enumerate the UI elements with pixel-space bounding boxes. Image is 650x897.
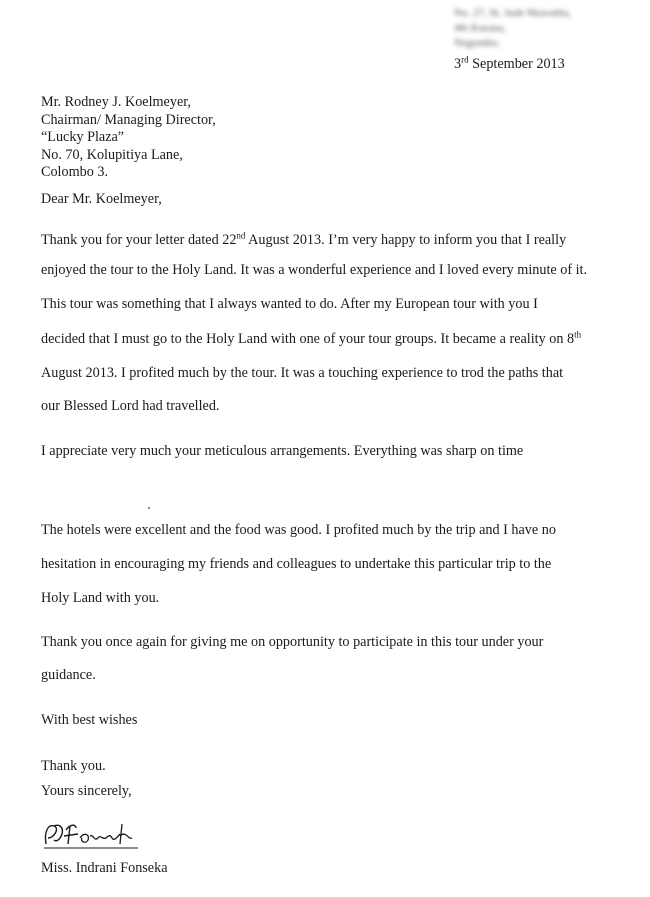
sender-address-line: Negombo.: [454, 37, 501, 49]
closing: Yours sincerely,: [41, 783, 132, 799]
recipient-line: Chairman/ Managing Director,: [41, 111, 216, 128]
paragraph-3-line-2: hesitation in encouraging my friends and colleagues to undertake this particular trip to the: [41, 556, 552, 572]
best-wishes: With best wishes: [41, 712, 138, 728]
paragraph-1-line-6: our Blessed Lord had travelled.: [41, 398, 220, 414]
paragraph-3-line-3: Holy Land with you.: [41, 590, 160, 606]
paragraph-1-line-2: enjoyed the tour to the Holy Land. It was a wonderful experience and I loved every minute of it.: [41, 262, 588, 278]
thank-you: Thank you.: [41, 758, 106, 774]
paragraph-1-line-5: August 2013. I profited much by the tour. It was a touching experience to trod the paths that: [41, 365, 564, 381]
paragraph-4-line-2: guidance.: [41, 667, 96, 683]
signatory-name: Miss. Indrani Fonseka: [41, 860, 168, 876]
paragraph-1-line-1: Thank you for your letter dated 22nd August 2013. I’m very happy to inform you that I really: [41, 230, 567, 248]
sender-address-line: 4th Kurana,: [454, 22, 506, 34]
signature-image: [40, 818, 150, 854]
letter-date: 3rd September 2013: [454, 54, 565, 72]
sender-address-redacted: [454, 6, 614, 51]
salutation: Dear Mr. Koelmeyer,: [41, 191, 162, 207]
recipient-address: [41, 94, 216, 182]
sender-address-line: No. 27, St. Jude Mawatha,: [454, 7, 571, 19]
paragraph-4-line-1: Thank you once again for giving me on opportunity to participate in this tour under your: [41, 634, 544, 650]
paragraph-1-line-4: decided that I must go to the Holy Land with one of your tour groups. It became a reality on 8th: [41, 329, 582, 347]
recipient-line: “Lucky Plaza”: [41, 129, 125, 145]
paragraph-3-line-1: The hotels were excellent and the food was good. I profited much by the trip and I have no: [41, 522, 556, 538]
recipient-line: No. 70, Kolupitiya Lane,: [41, 146, 183, 163]
handwritten-signature: [40, 818, 150, 859]
recipient-line: Mr. Rodney J. Koelmeyer,: [41, 94, 191, 110]
recipient-line: Colombo 3.: [41, 164, 109, 180]
paragraph-1-line-3: This tour was something that I always wanted to do. After my European tour with you I: [41, 296, 538, 312]
scan-speck: [148, 507, 150, 509]
paragraph-2: I appreciate very much your meticulous arrangements. Everything was sharp on time: [41, 443, 524, 459]
